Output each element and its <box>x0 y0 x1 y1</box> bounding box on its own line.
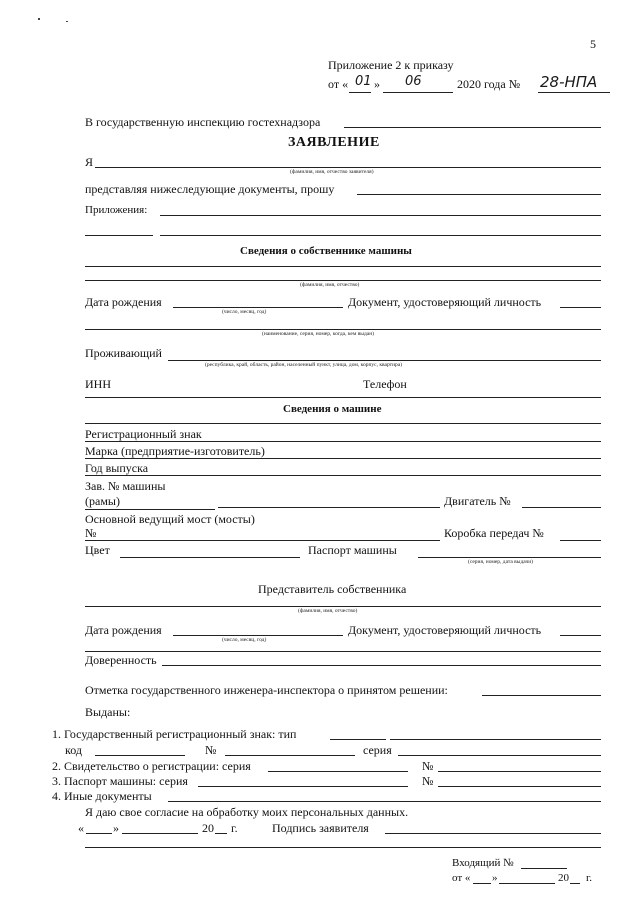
incoming-date-prefix: от « <box>452 872 471 884</box>
order-month: 06 <box>405 74 422 89</box>
order-year: 2020 года № <box>457 77 521 91</box>
serial-frame-label: (рамы) <box>85 494 120 508</box>
bottom-rule <box>85 847 601 848</box>
power-of-attorney-label: Доверенность <box>85 653 157 667</box>
owner-id-label: Документ, удостоверяющий личность <box>348 295 542 309</box>
representative-name-line <box>85 606 601 607</box>
issued-item-3: 3. Паспорт машины: серия <box>52 774 188 788</box>
issued-item-1: 1. Государственный регистрационный знак: тип <box>52 727 297 741</box>
applicant-prefix: Я <box>85 155 94 169</box>
sign-month-line <box>122 833 198 834</box>
incoming-year-suffix: г. <box>586 872 593 884</box>
issued-item-4-line <box>168 801 601 802</box>
owner-name-line-1 <box>85 266 601 267</box>
addressee-line <box>344 127 601 128</box>
engine-line <box>522 507 601 508</box>
owner-address-line-2 <box>85 397 601 398</box>
applicant-name-line <box>95 167 601 168</box>
incoming-date-mid: » <box>492 872 498 884</box>
power-of-attorney-line <box>162 665 601 666</box>
representative-birth-caption: (число, месяц, год) <box>222 637 267 643</box>
representative-id-line <box>560 635 601 636</box>
owner-residing-label: Проживающий <box>85 346 162 360</box>
code-label: код <box>65 743 82 757</box>
attachments-line-2b <box>160 235 601 236</box>
owner-birth-label: Дата рождения <box>85 295 162 309</box>
owner-birth-caption: (число, месяц, год) <box>222 309 267 315</box>
issued-item-1-line <box>390 739 601 740</box>
consent-text: Я даю свое согласие на обработку моих персональных данных. <box>85 805 409 819</box>
inspector-line <box>482 695 601 696</box>
series-line <box>398 755 601 756</box>
owner-phone-label: Телефон <box>363 377 407 391</box>
owner-name-line-2 <box>85 280 601 281</box>
sign-year-line <box>215 833 227 834</box>
serial-full-line <box>85 509 215 510</box>
order-day: 01 <box>355 74 372 89</box>
serial-label: Зав. № машины <box>85 479 166 493</box>
machine-line-0 <box>85 423 601 424</box>
sign-day-line <box>86 833 112 834</box>
code-line <box>95 755 185 756</box>
page-number: 5 <box>590 37 596 51</box>
order-day-line <box>349 92 371 93</box>
no-label-3: № <box>422 774 434 788</box>
attachments-line-2a <box>85 235 153 236</box>
document-title: ЗАЯВЛЕНИЕ <box>288 135 380 150</box>
incoming-number-line <box>521 868 567 869</box>
representative-id-label: Документ, удостоверяющий личность <box>348 623 542 637</box>
owner-doc-caption: (наименование, серия, номер, когда, кем выдан) <box>262 331 375 337</box>
attachments-label: Приложения: <box>85 204 148 216</box>
issued-item-3-series-line <box>198 786 408 787</box>
owner-birth-line <box>173 307 343 308</box>
incoming-year-line <box>570 883 580 884</box>
issued-label: Выданы: <box>85 705 131 719</box>
series-label: серия <box>363 743 392 757</box>
owner-doc-line <box>85 329 601 330</box>
incoming-day-line <box>473 883 491 884</box>
gearbox-line <box>560 540 601 541</box>
brand-line <box>85 458 601 459</box>
no-line-3 <box>438 786 601 787</box>
owner-inn-label: ИНН <box>85 377 111 391</box>
addressee: В государственную инспекцию гостехнадзора <box>85 115 321 129</box>
date-prefix: от « <box>328 77 349 91</box>
reg-sign-line <box>85 441 601 442</box>
brand-label: Марка (предприятие-изготовитель) <box>85 444 265 458</box>
issued-item-1-type-line <box>330 739 386 740</box>
order-month-line <box>383 92 453 93</box>
applicant-caption: (фамилия, имя, отчество заявителя) <box>290 169 374 175</box>
passport-line <box>418 557 601 558</box>
owner-name-caption: (фамилия, имя, отчество) <box>300 282 360 288</box>
incoming-label: Входящий № <box>452 857 514 869</box>
representative-heading: Представитель собственника <box>258 582 407 596</box>
date-mid: » <box>374 77 380 91</box>
sign-close-quote: » <box>113 821 119 835</box>
signature-label: Подпись заявителя <box>272 821 369 835</box>
owner-id-line <box>560 307 601 308</box>
no-label-2: № <box>422 759 434 773</box>
representative-name-caption: (фамилия, имя, отчество) <box>298 608 358 614</box>
passport-label: Паспорт машины <box>308 543 397 557</box>
reg-sign-label: Регистрационный знак <box>85 427 202 441</box>
representative-birth-line <box>173 635 343 636</box>
no-line-2 <box>438 771 601 772</box>
color-line <box>120 557 300 558</box>
serial-line <box>218 507 440 508</box>
passport-caption: (серия, номер, дата выдачи) <box>468 559 534 565</box>
scan-speck <box>66 21 68 22</box>
incoming-month-line <box>499 883 555 884</box>
sign-year-prefix: 20 <box>202 821 214 835</box>
owner-heading: Сведения о собственнике машины <box>240 245 412 257</box>
issued-item-2-series-line <box>268 771 408 772</box>
appendix-title: Приложение 2 к приказу <box>328 58 454 72</box>
owner-address-caption: (республика, край, область, район, населенный пункт, улица, дом, корпус, квартира) <box>205 362 403 368</box>
issued-item-4: 4. Иные документы <box>52 789 152 803</box>
inspector-note: Отметка государственного инженера-инспектора о принятом решении: <box>85 683 448 697</box>
color-label: Цвет <box>85 543 110 557</box>
issued-item-2: 2. Свидетельство о регистрации: серия <box>52 759 251 773</box>
owner-address-line-1 <box>168 360 601 361</box>
representative-doc-line <box>85 651 601 652</box>
axle-no-label: № <box>85 526 97 540</box>
scan-speck <box>38 18 40 20</box>
submitting-text: представляя нижеследующие документы, прошу <box>85 182 335 196</box>
no-line-1 <box>225 755 355 756</box>
representative-birth-label: Дата рождения <box>85 623 162 637</box>
incoming-year-prefix: 20 <box>558 872 569 884</box>
attachments-line <box>160 215 601 216</box>
axle-line <box>85 540 440 541</box>
signature-line <box>385 833 601 834</box>
no-label-1: № <box>205 743 217 757</box>
year-label: Год выпуска <box>85 461 149 475</box>
gearbox-label: Коробка передач № <box>444 526 544 540</box>
request-line <box>357 194 601 195</box>
axle-label: Основной ведущий мост (мосты) <box>85 512 255 526</box>
sign-year-suffix: г. <box>231 821 238 835</box>
order-number: 28-НПА <box>540 73 598 91</box>
order-number-line <box>538 92 610 93</box>
machine-heading: Сведения о машине <box>283 403 382 415</box>
year-line <box>85 475 601 476</box>
engine-label: Двигатель № <box>444 494 511 508</box>
sign-open-quote: « <box>78 821 84 835</box>
